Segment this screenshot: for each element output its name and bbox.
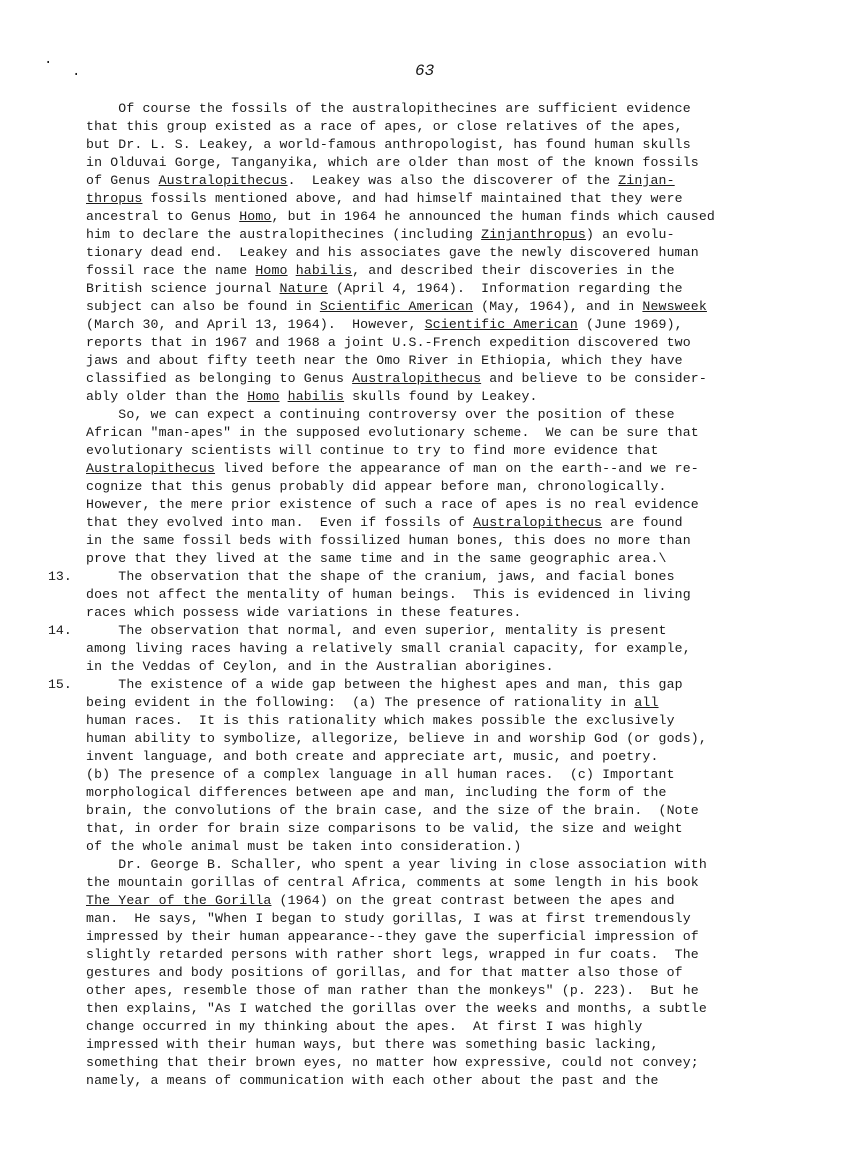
text-line <box>86 298 707 316</box>
text-line <box>86 316 683 334</box>
text-line <box>86 154 699 172</box>
text-segment: tionary dead end. Leakey and his associates gave the newly discovered human <box>86 245 699 260</box>
text-segment: classified as belonging to Genus <box>86 371 353 386</box>
underlined-text: Australopithecus <box>86 461 216 476</box>
text-line <box>86 838 521 856</box>
text-line <box>86 514 683 532</box>
text-segment: the mountain gorillas of central Africa, comments at some length in his book <box>86 875 699 890</box>
text-segment: The existence of a wide gap between the highest apes and man, this gap <box>86 677 683 692</box>
item-number: 15. <box>48 677 72 692</box>
text-segment: (b) The presence of a complex language in all human races. (c) Important <box>86 767 675 782</box>
text-segment: (March 30, and April 13, 1964). However, <box>86 317 425 332</box>
text-segment: . Leakey was also the discoverer of the <box>287 173 619 188</box>
text-line <box>86 244 699 262</box>
text-line <box>86 874 699 892</box>
text-line <box>86 532 691 550</box>
text-line <box>86 460 699 478</box>
text-line <box>86 280 683 298</box>
text-segment: ) an evolu- <box>585 227 675 242</box>
text-segment: are found <box>602 515 683 530</box>
text-segment: and believe to be consider- <box>481 371 707 386</box>
text-segment: Of course the fossils of the australopithecines are sufficient evidence <box>86 101 691 116</box>
text-segment: skulls found by Leakey. <box>344 389 538 404</box>
text-line <box>86 910 691 928</box>
text-line <box>86 424 699 442</box>
text-segment: in Olduvai Gorge, Tanganyika, which are older than most of the known fossils <box>86 155 699 170</box>
text-line <box>86 946 699 964</box>
text-segment: evolutionary scientists will continue to try to find more evidence that <box>86 443 659 458</box>
text-segment: slightly retarded persons with rather short legs, wrapped in fur coats. The <box>86 947 699 962</box>
text-segment: brain, the convolutions of the brain case, and the size of the brain. (Note <box>86 803 699 818</box>
text-segment: of the whole animal must be taken into consideration.) <box>86 839 522 854</box>
text-line <box>86 676 683 694</box>
text-line <box>86 892 675 910</box>
text-segment: fossil race the name <box>86 263 256 278</box>
text-segment: change occurred in my thinking about the apes. At first I was highly <box>86 1019 643 1034</box>
text-line <box>86 334 691 352</box>
text-segment: The observation that the shape of the cranium, jaws, and facial bones <box>86 569 675 584</box>
underlined-text: Australopithecus <box>352 371 482 386</box>
text-segment: lived before the appearance of man on the earth--and we re- <box>215 461 699 476</box>
text-segment: jaws and about fifty teeth near the Omo River in Ethiopia, which they have <box>86 353 683 368</box>
underlined-text: Homo <box>247 389 280 404</box>
text-segment: being evident in the following: (a) The presence of rationality in <box>86 695 635 710</box>
text-line <box>86 766 675 784</box>
text-line <box>86 1000 707 1018</box>
text-segment: ably older than the <box>86 389 248 404</box>
item-number: 14. <box>48 623 72 638</box>
text-segment: (April 4, 1964). Information regarding the <box>327 281 683 296</box>
text-line <box>86 658 554 676</box>
text-segment: then explains, "As I watched the gorillas over the weeks and months, a subtle <box>86 1001 707 1016</box>
text-line <box>86 802 699 820</box>
text-line <box>86 586 691 604</box>
text-line <box>86 496 699 514</box>
text-segment: races which possess wide variations in these features. <box>86 605 522 620</box>
text-line <box>86 172 675 190</box>
text-segment <box>288 263 296 278</box>
text-segment: that this group existed as a race of apes, or close relatives of the apes, <box>86 119 683 134</box>
text-segment: (1964) on the great contrast between the apes and <box>271 893 675 908</box>
text-line <box>86 550 667 568</box>
text-segment: namely, a means of communication with each other about the past and the <box>86 1073 659 1088</box>
text-segment: morphological differences between ape and man, including the form of the <box>86 785 667 800</box>
text-line <box>86 820 683 838</box>
stray-mark: . <box>44 52 53 68</box>
text-line <box>86 442 659 460</box>
text-segment: So, we can expect a continuing controversy over the position of these <box>86 407 675 422</box>
text-segment: him to declare the australopithecines (including <box>86 227 482 242</box>
underlined-text: habilis <box>287 389 345 404</box>
text-line <box>86 136 691 154</box>
underlined-text: Nature <box>279 281 328 296</box>
text-line <box>86 784 667 802</box>
text-segment: reports that in 1967 and 1968 a joint U.S.-French expedition discovered two <box>86 335 691 350</box>
underlined-text: Zinjanthropus <box>481 227 586 242</box>
text-segment <box>280 389 288 404</box>
text-line <box>86 640 691 658</box>
text-line <box>86 1072 659 1090</box>
text-line <box>86 964 683 982</box>
text-segment: in the Veddas of Ceylon, and in the Australian aborigines. <box>86 659 554 674</box>
text-line <box>86 370 707 388</box>
text-segment: impressed with their human ways, but there was something basic lacking, <box>86 1037 659 1052</box>
text-segment: human ability to symbolize, allegorize, believe in and worship God (or gods), <box>86 731 707 746</box>
text-line <box>86 118 683 136</box>
text-segment: but Dr. L. S. Leakey, a world-famous anthropologist, has found human skulls <box>86 137 691 152</box>
text-segment: African "man-apes" in the supposed evolutionary scheme. We can be sure that <box>86 425 699 440</box>
underlined-text: Homo <box>239 209 272 224</box>
text-segment: fossils mentioned above, and had himself maintained that they were <box>142 191 683 206</box>
text-segment: The observation that normal, and even superior, mentality is present <box>86 623 667 638</box>
text-line <box>86 604 521 622</box>
text-segment: British science journal <box>86 281 280 296</box>
text-segment: gestures and body positions of gorillas, and for that matter also those of <box>86 965 683 980</box>
page-number: 63 <box>415 62 435 80</box>
text-segment: in the same fossil beds with fossilized human bones, this does no more than <box>86 533 691 548</box>
text-line <box>86 730 707 748</box>
text-line <box>86 388 538 406</box>
text-segment: , but in 1964 he announced the human finds which caused <box>271 209 715 224</box>
underlined-text: The Year of the Gorilla <box>86 893 272 908</box>
text-segment: cognize that this genus probably did appear before man, chronologically. <box>86 479 667 494</box>
text-line <box>86 856 707 874</box>
text-segment: impressed by their human appearance--they gave the superficial impression of <box>86 929 699 944</box>
text-segment: among living races having a relatively small cranial capacity, for example, <box>86 641 691 656</box>
underlined-text: thropus <box>86 191 143 206</box>
text-line <box>86 1036 659 1054</box>
text-segment: that, in order for brain size comparisons to be valid, the size and weight <box>86 821 683 836</box>
text-line <box>86 226 675 244</box>
underlined-text: all <box>634 695 659 710</box>
text-line <box>86 712 675 730</box>
text-segment: (May, 1964), and in <box>473 299 643 314</box>
text-segment: that they evolved into man. Even if fossils of <box>86 515 474 530</box>
underlined-text: Australopithecus <box>158 173 288 188</box>
text-line <box>86 478 667 496</box>
text-segment: other apes, resemble those of man rather than the monkeys" (p. 223). But he <box>86 983 699 998</box>
text-segment: (June 1969), <box>577 317 683 332</box>
text-line <box>86 208 715 226</box>
text-segment: , and described their discoveries in the <box>352 263 675 278</box>
text-line <box>86 928 699 946</box>
text-segment: Dr. George B. Schaller, who spent a year living in close association with <box>86 857 707 872</box>
text-line <box>86 1054 699 1072</box>
text-segment: man. He says, "When I began to study gorillas, I was at first tremendously <box>86 911 691 926</box>
stray-mark: . <box>72 64 81 80</box>
underlined-text: Newsweek <box>642 299 707 314</box>
text-line <box>86 748 659 766</box>
text-line <box>86 190 683 208</box>
text-segment: subject can also be found in <box>86 299 320 314</box>
text-segment: However, the mere prior existence of such a race of apes is no real evidence <box>86 497 699 512</box>
text-segment: ancestral to Genus <box>86 209 240 224</box>
text-line <box>86 694 659 712</box>
text-line <box>86 982 699 1000</box>
underlined-text: Scientific American <box>424 317 578 332</box>
text-segment: prove that they lived at the same time and in the same geographic area.\ <box>86 551 667 566</box>
text-line <box>86 568 675 586</box>
underlined-text: habilis <box>295 263 353 278</box>
text-line <box>86 622 667 640</box>
text-segment: human races. It is this rationality which makes possible the exclusively <box>86 713 675 728</box>
item-number: 13. <box>48 569 72 584</box>
text-line <box>86 1018 642 1036</box>
text-segment: invent language, and both create and appreciate art, music, and poetry. <box>86 749 659 764</box>
text-line <box>86 262 675 280</box>
text-line <box>86 406 675 424</box>
underlined-text: Zinjan- <box>618 173 675 188</box>
text-segment: something that their brown eyes, no matter how expressive, could not convey; <box>86 1055 699 1070</box>
text-segment: does not affect the mentality of human beings. This is evidenced in living <box>86 587 691 602</box>
text-line <box>86 352 683 370</box>
text-line <box>86 100 691 118</box>
underlined-text: Australopithecus <box>473 515 603 530</box>
underlined-text: Scientific American <box>319 299 474 314</box>
text-segment: of Genus <box>86 173 159 188</box>
underlined-text: Homo <box>255 263 288 278</box>
